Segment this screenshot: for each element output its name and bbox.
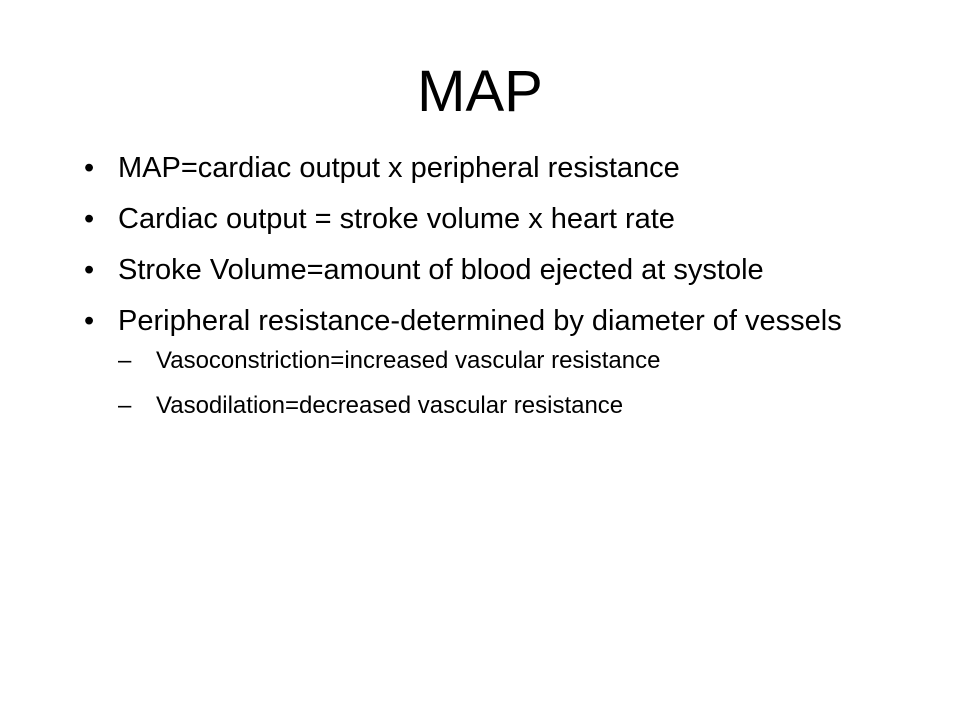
sub-bullet-marker: – [118, 392, 132, 419]
bullet-marker: • [84, 254, 95, 286]
sub-bullet-text: Vasoconstriction=increased vascular resistance [156, 347, 661, 374]
bullet-marker: • [84, 152, 95, 184]
bullet-item [84, 252, 884, 288]
bullet-list [84, 150, 884, 436]
sub-bullet-list [118, 346, 884, 421]
bullet-text: Cardiac output = stroke volume x heart rate [118, 203, 675, 235]
sub-bullet-item [118, 346, 884, 376]
bullet-text: Peripheral resistance-determined by diameter of vessels [118, 305, 842, 337]
sub-bullet-marker: – [118, 347, 132, 374]
bullet-marker: • [84, 305, 95, 337]
bullet-item [84, 303, 884, 421]
slide-title: MAP [417, 59, 543, 124]
bullet-item [84, 201, 884, 237]
bullet-item [84, 150, 884, 186]
bullet-text: MAP=cardiac output x peripheral resistance [118, 152, 680, 184]
sub-bullet-text: Vasodilation=decreased vascular resistance [156, 392, 624, 419]
bullet-text: Stroke Volume=amount of blood ejected at systole [118, 254, 764, 286]
bullet-marker: • [84, 203, 95, 235]
sub-bullet-item [118, 391, 884, 421]
